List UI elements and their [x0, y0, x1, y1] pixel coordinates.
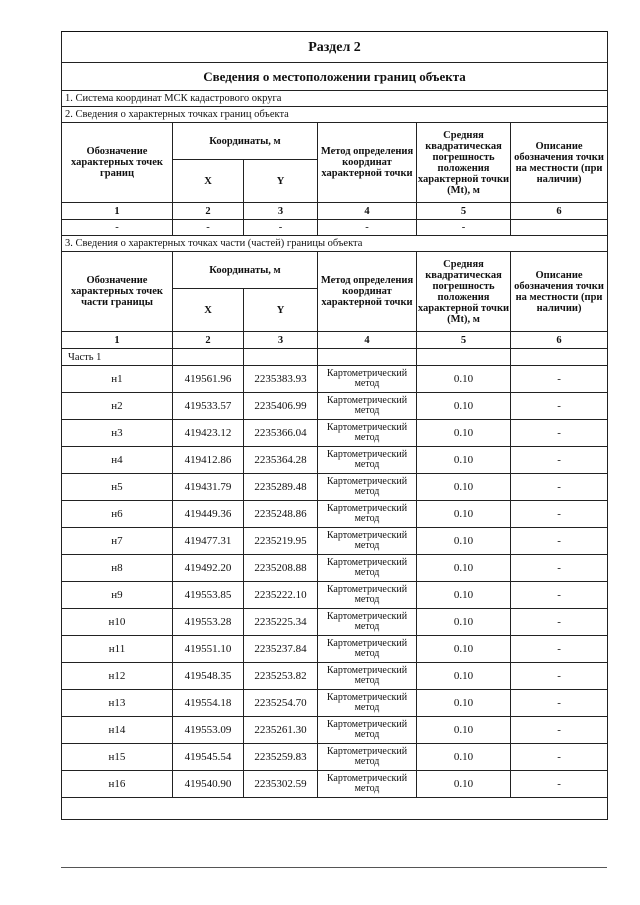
- point-y: 2235289.48: [244, 474, 318, 501]
- point-id: н7: [62, 528, 173, 555]
- point-x: 419533.57: [173, 393, 244, 420]
- point-y: 2235261.30: [244, 717, 318, 744]
- point-x: 419545.54: [173, 744, 244, 771]
- point-x: 419431.79: [173, 474, 244, 501]
- point-id: н4: [62, 447, 173, 474]
- point-description: -: [511, 690, 608, 717]
- point-y: 2235219.95: [244, 528, 318, 555]
- table-row: [62, 474, 608, 501]
- table-row: [62, 582, 608, 609]
- point-method: Картометрический метод: [318, 609, 417, 636]
- table-cell: -: [244, 220, 318, 236]
- point-mt: 0.10: [417, 474, 511, 501]
- point-y: 2235302.59: [244, 771, 318, 798]
- point-y: 2235383.93: [244, 366, 318, 393]
- point-description: -: [511, 501, 608, 528]
- table-row: [62, 555, 608, 582]
- point-description: -: [511, 528, 608, 555]
- header-x: X: [173, 289, 244, 332]
- point-id: н6: [62, 501, 173, 528]
- point-description: -: [511, 771, 608, 798]
- header-error: Средняя квадратическая погрешность положения характерной точки (Mt), м: [417, 123, 511, 203]
- point-description: -: [511, 555, 608, 582]
- point-mt: 0.10: [417, 609, 511, 636]
- table-cell: -: [318, 220, 417, 236]
- point-x: 419548.35: [173, 663, 244, 690]
- point-mt: 0.10: [417, 555, 511, 582]
- point-x: 419477.31: [173, 528, 244, 555]
- point-method: Картометрический метод: [318, 663, 417, 690]
- point-method: Картометрический метод: [318, 717, 417, 744]
- point-y: 2235254.70: [244, 690, 318, 717]
- point-method: Картометрический метод: [318, 555, 417, 582]
- table-cell: -: [173, 220, 244, 236]
- point-id: н15: [62, 744, 173, 771]
- point-x: 419553.85: [173, 582, 244, 609]
- point-y: 2235406.99: [244, 393, 318, 420]
- point-x: 419551.10: [173, 636, 244, 663]
- header-error: Средняя квадратическая погрешность положения характерной точки (Mt), м: [417, 252, 511, 332]
- point-description: -: [511, 366, 608, 393]
- point-method: Картометрический метод: [318, 771, 417, 798]
- table-cell: -: [417, 220, 511, 236]
- col-number: 3: [244, 203, 318, 220]
- point-y: 2235208.88: [244, 555, 318, 582]
- table-cell: -: [62, 220, 173, 236]
- point-description: -: [511, 609, 608, 636]
- point-method: Картометрический метод: [318, 690, 417, 717]
- table-row: [62, 447, 608, 474]
- point-description: -: [511, 663, 608, 690]
- point-description: -: [511, 717, 608, 744]
- point-mt: 0.10: [417, 771, 511, 798]
- point-method: Картометрический метод: [318, 501, 417, 528]
- table-row: [62, 663, 608, 690]
- point-x: 419540.90: [173, 771, 244, 798]
- table-row: [62, 717, 608, 744]
- point-method: Картометрический метод: [318, 528, 417, 555]
- points-table-body: [62, 366, 608, 798]
- point-x: 419554.18: [173, 690, 244, 717]
- header-x: X: [173, 160, 244, 203]
- col-number: 6: [511, 203, 608, 220]
- point-y: 2235259.83: [244, 744, 318, 771]
- point-description: -: [511, 447, 608, 474]
- table-cell: [511, 349, 608, 366]
- point-description: -: [511, 582, 608, 609]
- table-cell: [511, 220, 608, 236]
- section-table: [61, 31, 608, 820]
- point-id: н11: [62, 636, 173, 663]
- table-row: [62, 501, 608, 528]
- point-mt: 0.10: [417, 717, 511, 744]
- header-designation: Обозначение характерных точек части границы: [62, 252, 173, 332]
- point-id: н12: [62, 663, 173, 690]
- table-row: [62, 609, 608, 636]
- table-row: [62, 771, 608, 798]
- header-coordinates: Координаты, м: [173, 252, 318, 289]
- point-mt: 0.10: [417, 366, 511, 393]
- point-y: 2235366.04: [244, 420, 318, 447]
- col-number: 4: [318, 332, 417, 349]
- point-method: Картометрический метод: [318, 420, 417, 447]
- document-page: [61, 31, 607, 820]
- header-designation: Обозначение характерных точек границ: [62, 123, 173, 203]
- point-mt: 0.10: [417, 528, 511, 555]
- point-id: н13: [62, 690, 173, 717]
- point-description: -: [511, 636, 608, 663]
- point-description: -: [511, 393, 608, 420]
- part-label: Часть 1: [62, 349, 173, 366]
- point-description: -: [511, 474, 608, 501]
- coord-system-line: 1. Система координат МСК кадастрового округа: [62, 91, 608, 107]
- point-x: 419412.86: [173, 447, 244, 474]
- point-y: 2235253.82: [244, 663, 318, 690]
- point-description: -: [511, 420, 608, 447]
- point-method: Картометрический метод: [318, 393, 417, 420]
- header-method: Метод определения координат характерной точки: [318, 123, 417, 203]
- point-mt: 0.10: [417, 744, 511, 771]
- point-id: н3: [62, 420, 173, 447]
- header-coordinates: Координаты, м: [173, 123, 318, 160]
- point-mt: 0.10: [417, 690, 511, 717]
- point-id: н9: [62, 582, 173, 609]
- table-row: [62, 528, 608, 555]
- header-method: Метод определения координат характерной точки: [318, 252, 417, 332]
- point-id: н5: [62, 474, 173, 501]
- col-number: 2: [173, 203, 244, 220]
- section-heading: Раздел 2: [62, 32, 608, 63]
- header-y: Y: [244, 289, 318, 332]
- point-method: Картометрический метод: [318, 366, 417, 393]
- col-number: 5: [417, 332, 511, 349]
- table-cell: [173, 349, 244, 366]
- table-row: [62, 220, 608, 236]
- point-id: н1: [62, 366, 173, 393]
- table-row: [62, 393, 608, 420]
- point-y: 2235364.28: [244, 447, 318, 474]
- col-number: 5: [417, 203, 511, 220]
- table-cell: [417, 349, 511, 366]
- block2-title: 2. Сведения о характерных точках границ объекта: [62, 107, 608, 123]
- point-mt: 0.10: [417, 582, 511, 609]
- col-number: 4: [318, 203, 417, 220]
- point-method: Картометрический метод: [318, 744, 417, 771]
- section-subtitle: Сведения о местоположении границ объекта: [62, 63, 608, 91]
- point-id: н2: [62, 393, 173, 420]
- point-x: 419492.20: [173, 555, 244, 582]
- point-mt: 0.10: [417, 501, 511, 528]
- header-description: Описание обозначения точки на местности (при наличии): [511, 123, 608, 203]
- table-row: [62, 744, 608, 771]
- table-footer-row: [62, 798, 608, 820]
- col-number: 3: [244, 332, 318, 349]
- header-description: Описание обозначения точки на местности (при наличии): [511, 252, 608, 332]
- point-mt: 0.10: [417, 663, 511, 690]
- col-number: 6: [511, 332, 608, 349]
- table-row: [62, 420, 608, 447]
- footer-rule: [61, 867, 607, 868]
- col-number: 1: [62, 332, 173, 349]
- point-method: Картометрический метод: [318, 582, 417, 609]
- block3-title: 3. Сведения о характерных точках части (частей) границы объекта: [62, 236, 608, 252]
- point-y: 2235237.84: [244, 636, 318, 663]
- point-id: н14: [62, 717, 173, 744]
- point-mt: 0.10: [417, 447, 511, 474]
- header-y: Y: [244, 160, 318, 203]
- point-x: 419553.09: [173, 717, 244, 744]
- point-x: 419423.12: [173, 420, 244, 447]
- point-method: Картометрический метод: [318, 447, 417, 474]
- point-mt: 0.10: [417, 420, 511, 447]
- table-cell: [244, 349, 318, 366]
- point-y: 2235248.86: [244, 501, 318, 528]
- point-id: н10: [62, 609, 173, 636]
- table-row: [62, 690, 608, 717]
- point-x: 419561.96: [173, 366, 244, 393]
- point-method: Картометрический метод: [318, 636, 417, 663]
- col-number: 2: [173, 332, 244, 349]
- point-x: 419553.28: [173, 609, 244, 636]
- point-id: н16: [62, 771, 173, 798]
- point-method: Картометрический метод: [318, 474, 417, 501]
- table-cell: [318, 349, 417, 366]
- table-row: [62, 366, 608, 393]
- point-y: 2235225.34: [244, 609, 318, 636]
- point-mt: 0.10: [417, 636, 511, 663]
- point-y: 2235222.10: [244, 582, 318, 609]
- point-id: н8: [62, 555, 173, 582]
- point-x: 419449.36: [173, 501, 244, 528]
- table-row: [62, 636, 608, 663]
- point-description: -: [511, 744, 608, 771]
- point-mt: 0.10: [417, 393, 511, 420]
- col-number: 1: [62, 203, 173, 220]
